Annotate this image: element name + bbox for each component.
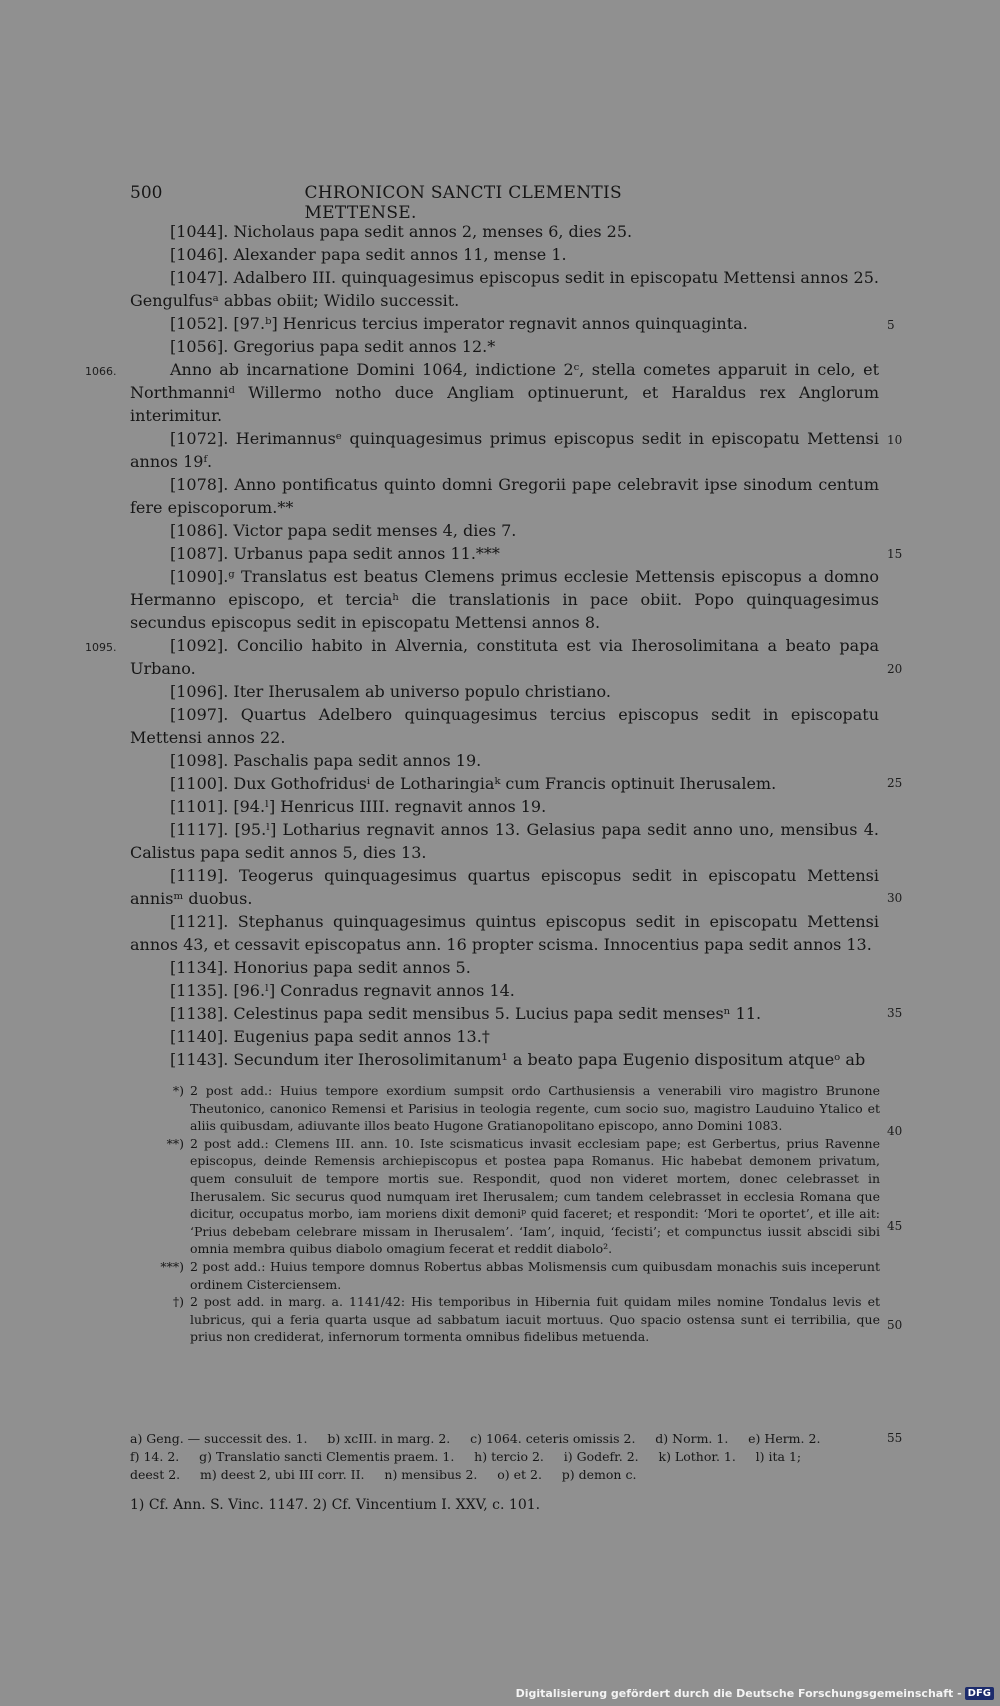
footnote-mark: ***) <box>160 1258 184 1274</box>
chronicle-entry: [1100]. Dux Gothofridusⁱ de Lotharingiaᵏ cum Francis optinuit Iherusalem. <box>170 774 777 793</box>
credit-text: Digitalisierung gefördert durch die Deutsche Forschungsgemeinschaft - <box>515 1687 962 1700</box>
chronicle-entry: [1052]. [97.ᵇ] Henricus tercius imperator regnavit annos quinquaginta. <box>170 314 748 333</box>
chronicle-entry: [1134]. Honorius papa sedit annos 5. <box>170 958 471 977</box>
chronicle-entry: [1121]. Stephanus quinquagesimus quintus episcopus sedit in episcopatu Mettensi annos 43, et cessavit episcopatus ann. 16 propter scisma. Innocentius papa sedit annos 13. <box>130 912 879 954</box>
footnote <box>160 1082 880 1135</box>
chronicle-entry: [1119]. Teogerus quinquagesimus quartus episcopus sedit in episcopatu Mettensi annisᵐ duobus. <box>130 866 879 908</box>
line-number: 5 <box>887 318 895 332</box>
line-number: 20 <box>887 662 903 676</box>
chronicle-entry: [1098]. Paschalis papa sedit annos 19. <box>170 751 482 770</box>
chronicle-entry: [1090].ᵍ Translatus est beatus Clemens primus ecclesie Mettensis episcopus a domno Hermanno episcopo, et terciaʰ die translationis in pace obiit. Popo quinquagesimus secundus episcopus sedit in episcopatu Mettensi annos 8. <box>130 567 879 632</box>
page-number: 500 <box>130 183 163 203</box>
line-number: 50 <box>887 1318 903 1332</box>
footnote-mark: *) <box>172 1083 184 1098</box>
chronicle-entry: [1101]. [94.ˡ] Henricus IIII. regnavit annos 19. <box>170 797 547 816</box>
line-number: 35 <box>887 1006 903 1020</box>
footnote <box>160 1293 880 1346</box>
chronicle-entry: [1072]. Herimannusᵉ quinquagesimus primus episcopus sedit in episcopatu Mettensi annos 19ᶠ. <box>130 429 879 471</box>
dfg-logo-icon: DFG <box>965 1687 994 1700</box>
chronicle-entry-1066 <box>85 358 879 427</box>
footnote-text: 2 post add. in marg. a. 1141/42: His temporibus in Hibernia fuit quidam miles nomine Tondalus levis et lubricus, qui a feria quarta usque ad sabbatum iacuit mortuus. Quo spacio ostensa sunt ei terribilia, que prius non crediderat, infernorum tormenta omnibus fidelibus metuenda. <box>190 1294 880 1345</box>
margin-year: 1066. <box>85 365 117 378</box>
chronicle-entry: [1140]. Eugenius papa sedit annos 13.† <box>170 1027 490 1046</box>
running-title: CHRONICON SANCTI CLEMENTIS METTENSE. <box>304 183 622 223</box>
footnote-text: 2 post add.: Huius tempore exordium sumpsit ordo Carthusiensis a venerabili viro magistro Brunone Theutonico, canonico Remensi et Parisius in teologia regente, cum socio suo, magistro Lauduino Ytalico et aliis quibusdam, adiuvante illos beato Hugone Gratianopolitano episcopo, anno Domini 1083. <box>190 1083 880 1134</box>
footnote-mark: **) <box>166 1135 184 1151</box>
footnotes <box>160 1082 880 1346</box>
footnote <box>160 1135 880 1258</box>
page-header <box>130 183 710 223</box>
chronicle-entry: [1117]. [95.ˡ] Lotharius regnavit annos 13. Gelasius papa sedit anno uno, mensibus 4. Calistus papa sedit annos 5, dies 13. <box>130 820 879 862</box>
line-number: 45 <box>887 1219 903 1233</box>
chronicle-entry: [1138]. Celestinus papa sedit mensibus 5. Lucius papa sedit mensesⁿ 11. <box>170 1004 762 1023</box>
chronicle-entry: [1044]. Nicholaus papa sedit annos 2, menses 6, dies 25. <box>170 222 633 241</box>
chronicle-entry: [1056]. Gregorius papa sedit annos 12.* <box>170 337 496 356</box>
line-number: 55 <box>887 1431 903 1445</box>
chronicle-entry: [1046]. Alexander papa sedit annos 11, mense 1. <box>170 245 567 264</box>
variant-readings: a) Geng. — successit des. 1. b) xcIII. in marg. 2. c) 1064. ceteris omissis 2. d) Norm. 1. e) Herm. 2. f) 14. 2. g) Translatio sancti Clementis praem. 1. h) tercio 2. i) Godefr. 2. k) Lothor. 1. l) ita 1; deest 2. m) deest 2, ubi III corr. II. n) mensibus 2. o) et 2. p) demon c. <box>130 1431 821 1482</box>
chronicle-entry: [1047]. Adalbero III. quinquagesimus episcopus sedit in episcopatu Mettensi annos 25. Gengulfusᵃ abbas obiit; Widilo successit. <box>130 268 879 310</box>
chronicle-entry: [1097]. Quartus Adelbero quinquagesimus tercius episcopus sedit in episcopatu Mettensi annos 22. <box>130 705 879 747</box>
chronicle-entry: [1078]. Anno pontificatus quinto domni Gregorii pape celebravit ipse sinodum centum fere episcoporum.** <box>130 475 879 517</box>
footnote <box>160 1258 880 1293</box>
margin-year: 1095. <box>85 641 117 654</box>
chronicle-entry: [1086]. Victor papa sedit menses 4, dies 7. <box>170 521 517 540</box>
line-number: 30 <box>887 891 903 905</box>
line-number: 25 <box>887 776 903 790</box>
footnote-text: 2 post add.: Clemens III. ann. 10. Iste scismaticus invasit ecclesiam pape; est Gerbertus, prius Ravenne episcopus, deinde Remensis archiepiscopus et postea papa Romanus. Hic habebat demonem privatum, quem consuluit de tempore mortis sue. Respondit, quod non videret mortem, donec celebrasset in Iherusalem. Sic securus quod numquam iret Iherusalem; cum tandem celebrasset in ecclesia Romana que dicitur, occupatus morbo, iam moriens dixit demoniᵖ quid faceret; et respondit: ‘Mori te oportet’, et ille ait: ‘Prius debebam celebrare missam in Iherusalem’. ‘Iam’, inquid, ‘fecisti’; et compunctus iussit abscidi sibi omnia membra quibus diabolo omagium fecerat et reddit diabolo². <box>190 1135 880 1257</box>
chronicle-entry: [1143]. Secundum iter Iherosolimitanum¹ a beato papa Eugenio dispositum atqueᵒ ab <box>170 1050 866 1069</box>
line-number: 40 <box>887 1124 903 1138</box>
chronicle-entry: [1096]. Iter Iherusalem ab universo populo christiano. <box>170 682 611 701</box>
chronicle-entry: [1092]. Concilio habito in Alvernia, constituta est via Iherosolimitana a beato papa Urbano. <box>130 636 879 678</box>
chronicle-entry: [1087]. Urbanus papa sedit annos 11.*** <box>170 544 500 563</box>
source-references: 1) Cf. Ann. S. Vinc. 1147. 2) Cf. Vincentium I. XXV, c. 101. <box>130 1497 541 1513</box>
digitization-credit <box>516 1687 994 1700</box>
line-number: 15 <box>887 547 903 561</box>
line-number: 10 <box>887 433 903 447</box>
chronicle-entry: Anno ab incarnatione Domini 1064, indictione 2ᶜ, stella cometes apparuit in celo, et Northmanniᵈ Willermo notho duce Angliam optinuerunt, et Haraldus rex Anglorum interimitur. <box>130 360 879 425</box>
footnote-mark: †) <box>172 1294 184 1310</box>
chronicle-entry: [1135]. [96.ˡ] Conradus regnavit annos 14. <box>170 981 515 1000</box>
footnote-text: 2 post add.: Huius tempore domnus Robertus abbas Molismensis cum quibusdam monachis suis inceperunt ordinem Cisterciensem. <box>190 1258 880 1292</box>
chronicle-entry-1095 <box>85 634 879 680</box>
chronicle-text <box>85 220 879 1071</box>
